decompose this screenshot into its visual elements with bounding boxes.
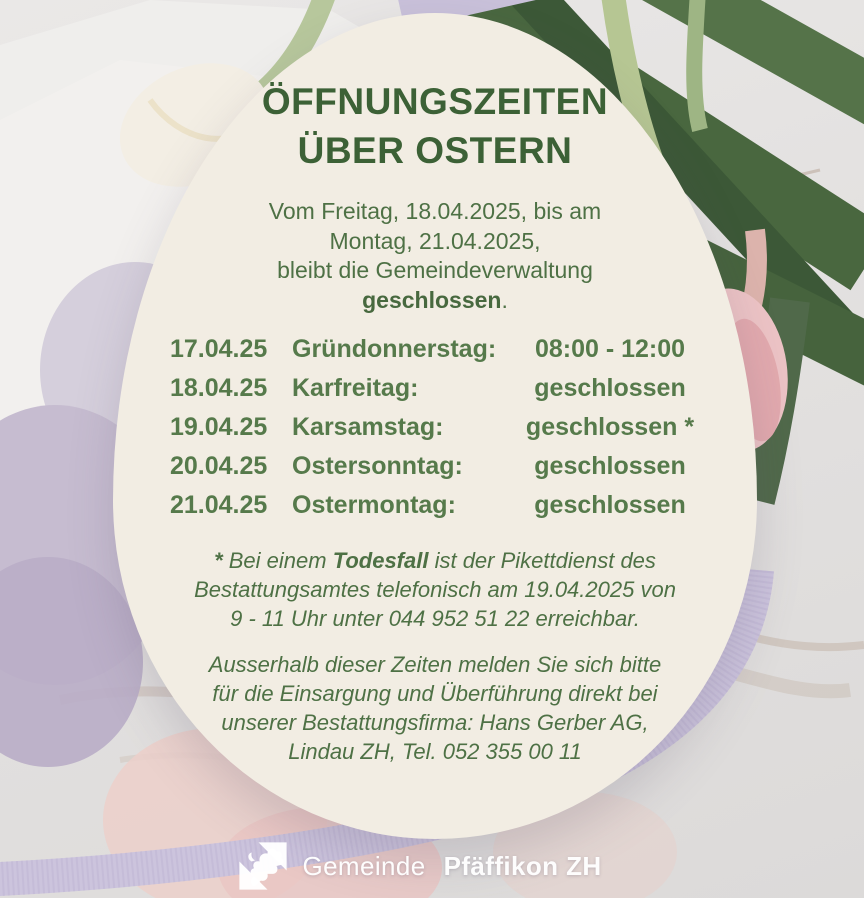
intro-line-4: [113, 286, 757, 316]
day-cell: Karfreitag:: [292, 374, 419, 402]
status-cell: 08:00 - 12:00: [534, 335, 686, 363]
table-row: [170, 408, 710, 447]
title-line-2: ÜBER OSTERN: [297, 130, 573, 171]
day-cell: Gründonnerstag:: [292, 335, 497, 363]
poster-content: [113, 13, 757, 839]
intro-line-3: bleibt die Gemeindeverwaltung: [277, 257, 593, 283]
outside-line-4: Lindau ZH, Tel. 052 355 00 11: [288, 739, 582, 764]
footnote-text: ist der Pikettdienst des: [428, 548, 656, 573]
closed-word: geschlossen: [362, 286, 502, 313]
closed-suffix: .: [501, 286, 508, 313]
opening-hours-table: [170, 330, 710, 525]
footnote-line-1: [113, 546, 757, 575]
date-cell: 20.04.25: [170, 452, 268, 480]
todesfall-word: Todesfall: [332, 548, 429, 573]
outside-line-3: unserer Bestattungsfirma: Hans Gerber AG,: [221, 710, 649, 735]
date-cell: 19.04.25: [170, 413, 268, 441]
date-cell: 17.04.25: [170, 335, 268, 363]
asterisk: *: [214, 548, 223, 573]
table-row: [170, 486, 710, 525]
death-pikett-footnote: [113, 546, 757, 633]
intro-line-2: Montag, 21.04.2025,: [329, 227, 541, 254]
day-cell: Ostersonntag:: [292, 452, 463, 480]
intro-paragraph: [113, 197, 757, 315]
coat-of-arms-lion-icon: [236, 839, 290, 893]
date-cell: 18.04.25: [170, 374, 268, 402]
footnote-line-2: Bestattungsamtes telefonisch am 19.04.2025 von: [194, 577, 676, 602]
table-row: [170, 369, 710, 408]
day-cell: Karsamstag:: [292, 413, 444, 441]
title-line-1: ÖFFNUNGSZEITEN: [261, 81, 609, 122]
date-cell: 21.04.25: [170, 491, 268, 519]
table-row: [170, 447, 710, 486]
status-cell: geschlossen *: [525, 413, 695, 441]
outside-line-2: für die Einsargung und Überführung direkt bei: [212, 681, 658, 706]
day-cell: Ostermontag:: [292, 491, 456, 519]
table-row: [170, 330, 710, 369]
page-title: [113, 77, 757, 175]
outside-line-1: Ausserhalb dieser Zeiten melden Sie sich bitte: [208, 652, 662, 677]
municipality-footer: [0, 834, 864, 898]
org-name-regular: Gemeinde: [302, 850, 426, 881]
intro-line-1: Vom Freitag, 18.04.2025, bis am: [268, 198, 602, 224]
outside-hours-paragraph: [113, 650, 757, 766]
footnote-line-3: 9 - 11 Uhr unter 044 952 51 22 erreichbar.: [230, 606, 640, 631]
footnote-text: Bei einem: [222, 548, 333, 573]
status-cell: geschlossen: [534, 452, 686, 480]
status-cell: geschlossen: [534, 374, 686, 402]
org-name-bold: Pfäffikon ZH: [443, 850, 602, 881]
status-cell: geschlossen: [534, 491, 686, 519]
